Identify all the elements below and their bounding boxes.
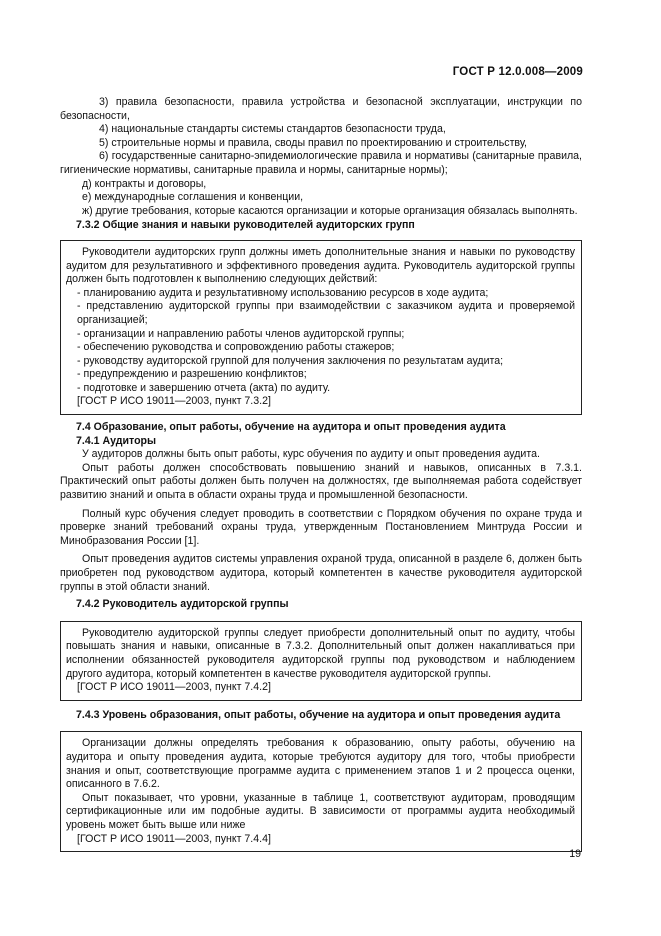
box-source-citation: [ГОСТ Р ИСО 19011—2003, пункт 7.4.4] xyxy=(77,832,271,845)
box-source-citation: [ГОСТ Р ИСО 19011—2003, пункт 7.3.2] xyxy=(77,395,271,408)
box-paragraph: Организации должны определять требования к образованию, опыту работы, обучению на аудитора и опыту проведения аудита, которые требуются аудитору для того, чтобы приобрести знания и опыт, соответствующие программе аудита с применением этапов 1 и 2 процесса оценки, описанного в 7.6.2. xyxy=(66,737,575,791)
list-item: д) контракты и договоры, xyxy=(82,177,207,190)
box-paragraph: Руководителю аудиторской группы следует приобрести дополнительный опыт по аудиту, чтобы повышать знания и навыки, описанные в 7.3.2. Дополнительный опыт должен накапливаться при исполнении обязанностей руководителя аудиторской группы под руководством и наблюдением другого аудитора, который компетентен в качестве руководителя аудиторской группы. xyxy=(66,626,575,680)
document-id: ГОСТ Р 12.0.008—2009 xyxy=(452,66,583,78)
quote-box-7-4-2 xyxy=(60,621,582,701)
box-source-citation: [ГОСТ Р ИСО 19011—2003, пункт 7.4.2] xyxy=(77,681,271,694)
box-paragraph: Опыт показывает, что уровни, указанные в таблице 1, соответствуют аудиторам, проводящим сертификационные или им подобные аудиты. В зависимости от программы аудита необходимый уровень может быть выше или ниже xyxy=(66,791,575,831)
list-item: е) международные соглашения и конвенции, xyxy=(82,191,304,204)
body-paragraph: Полный курс обучения следует проводить в соответствии с Порядком обучения по охране труда и проверке знаний требований охраны труда, утвержденным Постановлением Минтруда России и Минобразования России [1]. xyxy=(60,507,582,547)
list-item: 4) национальные стандарты системы стандартов безопасности труда, xyxy=(99,123,446,136)
box-list-item: - планированию аудита и результативному использованию ресурсов в ходе аудита; xyxy=(77,286,489,299)
box-list-item: - подготовке и завершению отчета (акта) по аудиту. xyxy=(77,381,331,394)
list-item: ж) другие требования, которые касаются организации и которые организация обязалась выполнять. xyxy=(82,204,578,217)
page-number: 19 xyxy=(569,848,581,860)
body-paragraph: У аудиторов должны быть опыт работы, курс обучения по аудиту и опыт проведения аудита. xyxy=(82,448,540,461)
box-list-item: - представлению аудиторской группы при взаимодействии с заказчиком аудита и проверяемой организацией; xyxy=(77,300,575,326)
quote-box-7-4-3 xyxy=(60,731,582,852)
section-heading-7-4-2: 7.4.2 Руководитель аудиторской группы xyxy=(76,598,289,611)
section-heading-7-4-3: 7.4.3 Уровень образования, опыт работы, обучение на аудитора и опыт проведения аудита xyxy=(76,708,561,721)
section-heading-7-3-2: 7.3.2 Общие знания и навыки руководителей аудиторских групп xyxy=(76,219,415,232)
section-heading-7-4: 7.4 Образование, опыт работы, обучение на аудитора и опыт проведения аудита xyxy=(76,421,506,434)
list-item: 6) государственные санитарно-эпидемиологические правила и нормативы (санитарные правила, гигиенические нормативы, санитарные правила и нормы, санитарные нормы); xyxy=(60,150,582,176)
box-list-item: - организации и направлению работы членов аудиторской группы; xyxy=(77,327,405,340)
body-paragraph: Опыт проведения аудитов системы управления охраной труда, описанной в разделе 6, должен быть приобретен под руководством аудитора, который компетентен в качестве руководителя аудиторской группы в этой области знаний. xyxy=(60,553,582,593)
box-list-item: - обеспечению руководства и сопровождению работы стажеров; xyxy=(77,341,395,354)
body-paragraph: Опыт работы должен способствовать повышению знаний и навыков, описанных в 7.3.1. Практический опыт работы должен быть получен на должностях, где выполняемая работа содействует развитию знаний и опыта в области охраны труда и промышленной безопасности. xyxy=(60,461,582,502)
page-content xyxy=(60,96,582,858)
box-list-item: - руководству аудиторской группой для получения заключения по результатам аудита; xyxy=(77,354,504,367)
list-item: 3) правила безопасности, правила устройства и безопасной эксплуатации, инструкции по безопасности, xyxy=(60,96,582,122)
box-paragraph: Руководители аудиторских групп должны иметь дополнительные знания и навыки по руководству аудитом для результативного и эффективного проведения аудита. Руководитель аудиторской группы должен быть подготовлен к выполнению следующих действий: xyxy=(66,245,575,286)
list-item: 5) строительные нормы и правила, своды правил по проектированию и строительству, xyxy=(99,136,527,149)
box-list-item: - предупреждению и разрешению конфликтов; xyxy=(77,368,307,381)
quote-box-7-3-2 xyxy=(60,240,582,415)
section-heading-7-4-1: 7.4.1 Аудиторы xyxy=(76,434,157,447)
